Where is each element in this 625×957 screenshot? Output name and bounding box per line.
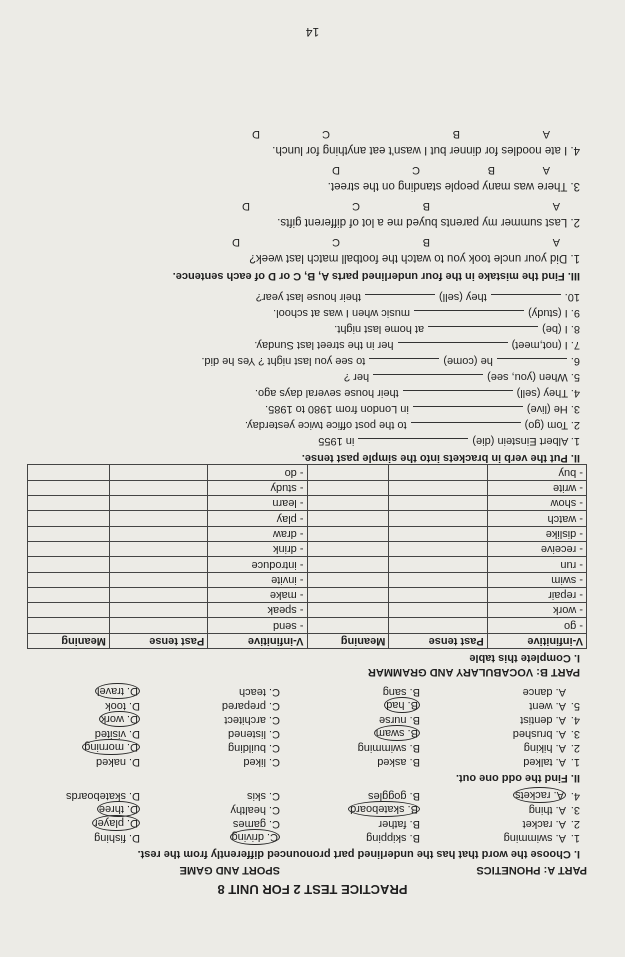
meaning-right-cell[interactable] xyxy=(28,603,110,618)
vinf-left-cell: - run xyxy=(487,557,586,572)
option-a: A. swimming xyxy=(503,832,566,844)
table-row xyxy=(28,587,587,602)
past-right-cell[interactable] xyxy=(109,587,207,602)
past-right-cell[interactable] xyxy=(109,480,207,495)
option-b: B. sang xyxy=(382,686,420,698)
option-a: A. brushed xyxy=(512,728,566,740)
past-left-cell[interactable] xyxy=(389,557,487,572)
option-c: C. healthy xyxy=(230,804,280,816)
letter-b: B xyxy=(422,200,430,212)
option-a: A. dentist xyxy=(520,714,566,726)
answer-blank[interactable] xyxy=(497,358,567,369)
option-a: A. went xyxy=(529,700,566,712)
verb-prompt: 9. I (study) xyxy=(528,307,580,319)
option-c: C. listened xyxy=(228,728,280,740)
past-right-cell[interactable] xyxy=(109,603,207,618)
verb-item-10 xyxy=(20,290,580,305)
answer-blank[interactable] xyxy=(398,342,508,353)
option-d: D. three xyxy=(97,801,140,817)
vinf-right-cell: - send xyxy=(208,618,307,633)
vinf-right-cell: - make xyxy=(208,587,307,602)
answer-blank[interactable] xyxy=(373,374,483,385)
table-row xyxy=(28,480,587,495)
col-header: V-infinitive xyxy=(487,633,586,648)
past-left-cell[interactable] xyxy=(389,511,487,526)
meaning-right-cell[interactable] xyxy=(28,526,110,541)
section-2-heading: II. Find the odd one out. xyxy=(455,772,580,784)
meaning-left-cell[interactable] xyxy=(307,618,389,633)
option-d: D. player xyxy=(92,815,140,831)
past-left-cell[interactable] xyxy=(389,480,487,495)
odd-item-2 xyxy=(20,741,580,755)
phonetics-item-1 xyxy=(20,831,580,845)
meaning-right-cell[interactable] xyxy=(28,618,110,633)
meaning-right-cell[interactable] xyxy=(28,511,110,526)
letter-c: C xyxy=(352,200,360,212)
vinf-left-cell: - repair xyxy=(487,587,586,602)
verb-prompt: 8. I (be) xyxy=(542,323,580,335)
col-header: Past tense xyxy=(109,633,207,648)
vinf-right-cell: - invite xyxy=(208,572,307,587)
letter-c: C xyxy=(332,236,340,248)
letter-a: A xyxy=(542,128,550,140)
odd-item-4 xyxy=(20,713,580,727)
table-row xyxy=(28,526,587,541)
meaning-left-cell[interactable] xyxy=(307,603,389,618)
odd-item-1 xyxy=(20,755,580,769)
option-b: B. swimming xyxy=(357,742,420,754)
item-number: 1. xyxy=(570,832,580,844)
option-a: A. hiking xyxy=(523,742,566,754)
vinf-left-cell: - write xyxy=(487,480,586,495)
verb-item-1 xyxy=(20,434,580,449)
past-right-cell[interactable] xyxy=(109,465,207,480)
answer-blank[interactable] xyxy=(428,326,538,337)
letter-d: D xyxy=(252,128,260,140)
option-d: D. took xyxy=(105,700,140,712)
table-row xyxy=(28,511,587,526)
table-row xyxy=(28,618,587,633)
verb-tail: to see you last night ? Yes he did. xyxy=(201,355,366,367)
part-a-topic: SPORT AND GAME xyxy=(179,864,280,876)
table-row xyxy=(28,465,587,480)
item-number: 2. xyxy=(570,818,580,830)
meaning-right-cell[interactable] xyxy=(28,572,110,587)
meaning-left-cell[interactable] xyxy=(307,557,389,572)
past-left-cell[interactable] xyxy=(389,572,487,587)
option-d: D. visited xyxy=(94,728,140,740)
vinf-right-cell: - drink xyxy=(208,541,307,556)
table-row xyxy=(28,572,587,587)
letter-c: C xyxy=(412,164,420,176)
past-right-cell[interactable] xyxy=(109,572,207,587)
letter-a: A xyxy=(552,200,560,212)
option-d: D. morning xyxy=(82,739,140,755)
odd-item-5 xyxy=(20,699,580,713)
verb-tail: her ? xyxy=(343,371,370,383)
meaning-left-cell[interactable] xyxy=(307,496,389,511)
past-right-cell[interactable] xyxy=(109,618,207,633)
vinf-right-cell: - speak xyxy=(208,603,307,618)
item-number: 1. xyxy=(570,756,580,768)
letter-c: C xyxy=(322,128,330,140)
mistake-letters-2 xyxy=(20,199,580,213)
option-c: C. driving xyxy=(230,829,280,845)
mistake-sentence-1: 1. Did your uncle took you to watch the football match last week? xyxy=(249,252,580,264)
meaning-right-cell[interactable] xyxy=(28,541,110,556)
mistake-sentence-4: 4. I ate noodles for dinner but I wasn't eat anything for lunch. xyxy=(272,144,580,156)
verb-prompt: 5. When (you, see) xyxy=(487,371,580,383)
meaning-left-cell[interactable] xyxy=(307,526,389,541)
table-row xyxy=(28,603,587,618)
option-d: D. fishing xyxy=(94,832,140,844)
vinf-right-cell: - draw xyxy=(208,526,307,541)
option-c: C. prepared xyxy=(221,700,280,712)
answer-blank[interactable] xyxy=(358,438,468,449)
option-a: A. dance xyxy=(522,686,566,698)
answer-blank[interactable] xyxy=(369,358,439,369)
option-b: B. had xyxy=(384,697,420,713)
table-row xyxy=(28,541,587,556)
item-number: 2. xyxy=(570,742,580,754)
past-right-cell[interactable] xyxy=(109,557,207,572)
vinf-left-cell: - watch xyxy=(487,511,586,526)
option-c: C. building xyxy=(228,742,280,754)
verb-tail: their house several days ago. xyxy=(254,387,399,399)
option-b: B. father xyxy=(378,818,420,830)
answer-blank[interactable] xyxy=(365,294,435,305)
letter-b: B xyxy=(422,236,430,248)
phonetics-item-2 xyxy=(20,817,580,831)
past-left-cell[interactable] xyxy=(389,496,487,511)
meaning-left-cell[interactable] xyxy=(307,465,389,480)
vinf-left-cell: - go xyxy=(487,618,586,633)
verb-prompt: 7. I (not,meet) xyxy=(511,339,580,351)
verb-prompt: 4. They (sell) xyxy=(516,387,580,399)
past-right-cell[interactable] xyxy=(109,496,207,511)
meaning-right-cell[interactable] xyxy=(28,465,110,480)
option-b: B. asked xyxy=(377,756,420,768)
option-a: A. rackets xyxy=(513,787,566,803)
verb-item-9 xyxy=(20,306,580,321)
meaning-right-cell[interactable] xyxy=(28,480,110,495)
letter-d: D xyxy=(332,164,340,176)
option-b: B. nurse xyxy=(379,714,420,726)
table-row xyxy=(28,496,587,511)
section-4-heading: III. Find the mistake in the four underlined parts A, B, C or D of each sentence. xyxy=(172,270,580,282)
verb-tail: in 1955 xyxy=(318,435,355,447)
vinf-right-cell: - learn xyxy=(208,496,307,511)
vinf-left-cell: - dislike xyxy=(487,526,586,541)
vinf-right-cell: - study xyxy=(208,480,307,495)
page-number: 14 xyxy=(305,25,320,39)
letter-b: B xyxy=(487,164,495,176)
past-right-cell[interactable] xyxy=(109,526,207,541)
mistake-sentence-2: 2. Last summer my parents buyed me a lot of different gifts. xyxy=(277,216,580,228)
past-left-cell[interactable] xyxy=(389,603,487,618)
letter-a: A xyxy=(552,236,560,248)
meaning-right-cell[interactable] xyxy=(28,557,110,572)
past-left-cell[interactable] xyxy=(389,618,487,633)
option-d: D. work xyxy=(99,711,140,727)
item-number: 3. xyxy=(570,804,580,816)
option-d: D. skateboards xyxy=(66,790,140,802)
mistake-sentence-3: 3. There was many people standing on the street. xyxy=(327,180,580,192)
item-number: 5. xyxy=(570,700,580,712)
section-3-heading: II. Put the verb in brackets into the simple past tense. xyxy=(301,452,580,464)
option-b: B. skateboard xyxy=(348,801,420,817)
past-right-cell[interactable] xyxy=(109,541,207,556)
verb-item-5 xyxy=(20,370,580,385)
answer-blank[interactable] xyxy=(411,422,521,433)
odd-item-6 xyxy=(20,685,580,699)
vinf-left-cell: - swim xyxy=(487,572,586,587)
answer-blank[interactable] xyxy=(413,406,523,417)
meaning-left-cell[interactable] xyxy=(307,480,389,495)
vinf-right-cell: - introduce xyxy=(208,557,307,572)
mistake-letters-1 xyxy=(20,235,580,249)
past-right-cell[interactable] xyxy=(109,511,207,526)
vocabulary-table xyxy=(27,464,587,649)
verb-item-7 xyxy=(20,338,580,353)
part-b-subheading: I. Complete this table xyxy=(469,652,580,664)
verb-tail: their house last year? xyxy=(255,291,362,303)
vinf-left-cell: - show xyxy=(487,496,586,511)
table-row xyxy=(28,557,587,572)
part-b-heading: PART B: VOCABULARY AND GRAMMAR xyxy=(367,666,580,678)
option-d: D. naked xyxy=(95,756,140,768)
letter-a: A xyxy=(542,164,550,176)
answer-blank[interactable] xyxy=(491,294,561,305)
verb-item-2 xyxy=(20,418,580,433)
past-left-cell[interactable] xyxy=(389,526,487,541)
meaning-right-cell[interactable] xyxy=(28,587,110,602)
item-number: 3. xyxy=(570,728,580,740)
col-header: Meaning xyxy=(28,633,110,648)
verb-tail: to the post office twice yesterday. xyxy=(244,419,407,431)
table-header-row xyxy=(28,633,587,648)
meaning-left-cell[interactable] xyxy=(307,587,389,602)
meaning-left-cell[interactable] xyxy=(307,572,389,587)
vinf-right-cell: - do xyxy=(208,465,307,480)
col-header: Past tense xyxy=(389,633,487,648)
letter-d: D xyxy=(232,236,240,248)
item-number: 4. xyxy=(570,714,580,726)
past-left-cell[interactable] xyxy=(389,541,487,556)
col-header: V-infinitive xyxy=(208,633,307,648)
option-c: C. skis xyxy=(247,790,280,802)
mistake-letters-3 xyxy=(20,163,580,177)
verb-tail: her in the street last Sunday. xyxy=(254,339,394,351)
vinf-left-cell: - receive xyxy=(487,541,586,556)
option-c: C. liked xyxy=(243,756,280,768)
past-left-cell[interactable] xyxy=(389,465,487,480)
verb-item-6 xyxy=(20,354,580,369)
option-c: C. games xyxy=(232,818,280,830)
verb-tail: music when I was at school. xyxy=(273,307,411,319)
phonetics-item-4 xyxy=(20,789,580,803)
verb-tail: at home last night. xyxy=(334,323,425,335)
item-number: 4. xyxy=(570,790,580,802)
verb-tail: they (sell) xyxy=(439,291,487,303)
meaning-left-cell[interactable] xyxy=(307,541,389,556)
phonetics-item-3 xyxy=(20,803,580,817)
option-a: A. thing xyxy=(528,804,566,816)
meaning-right-cell[interactable] xyxy=(28,496,110,511)
verb-prompt: 1. Albert Einstein (die) xyxy=(472,435,580,447)
part-a-heading: PART A: PHONETICS xyxy=(476,864,587,876)
option-b: B. goggles xyxy=(368,790,420,802)
verb-prompt: 10. xyxy=(564,291,580,303)
verb-tail: he (come) xyxy=(443,355,493,367)
verb-tail: in London from 1980 to 1985. xyxy=(265,403,409,415)
verb-item-3 xyxy=(20,402,580,417)
vinf-left-cell: - work xyxy=(487,603,586,618)
option-c: C. teach xyxy=(239,686,280,698)
verb-prompt: 2. Tom (go) xyxy=(524,419,580,431)
vinf-left-cell: - buy xyxy=(487,465,586,480)
verb-item-4 xyxy=(20,386,580,401)
col-header: Meaning xyxy=(307,633,389,648)
option-b: B. swam xyxy=(374,725,420,741)
verb-item-8 xyxy=(20,322,580,337)
meaning-left-cell[interactable] xyxy=(307,511,389,526)
vinf-right-cell: - play xyxy=(208,511,307,526)
mistake-letters-4 xyxy=(20,127,580,141)
option-a: A. racket xyxy=(522,818,566,830)
page-title: PRACTICE TEST 2 FOR UNIT 8 xyxy=(217,882,408,897)
answer-blank[interactable] xyxy=(403,390,513,401)
verb-prompt: 3. He (live) xyxy=(526,403,580,415)
verb-prompt: 6. xyxy=(570,355,580,367)
letter-b: B xyxy=(452,128,460,140)
odd-item-3 xyxy=(20,727,580,741)
answer-blank[interactable] xyxy=(414,310,524,321)
option-d: D. travel xyxy=(95,683,140,699)
option-c: C. architect xyxy=(224,714,280,726)
option-b: B. skipping xyxy=(366,832,420,844)
past-left-cell[interactable] xyxy=(389,587,487,602)
letter-d: D xyxy=(242,200,250,212)
section-1-heading: I. Choose the word that has the underlined part pronounced differently from the rest. xyxy=(137,848,580,860)
option-a: A. talked xyxy=(523,756,566,768)
